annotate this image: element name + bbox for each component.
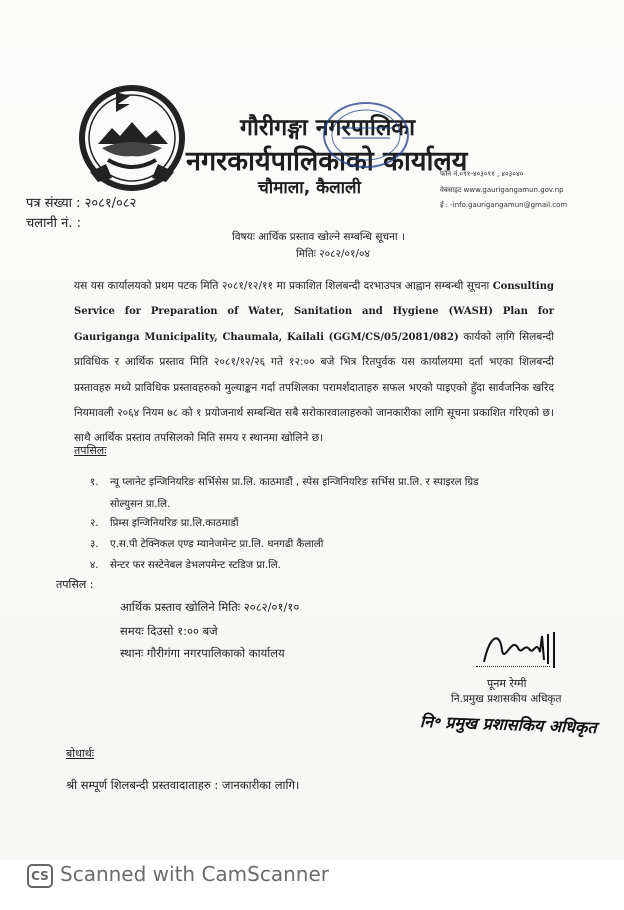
letter-number: पत्र संख्या : २०८१/०८२	[26, 196, 137, 211]
project-name: Consulting Service for Preparation of Water, Sanitation and Hygiene (WASH) Plan for Gauriganga Municipality, Chaumala, Kailali (GGM/CS/05/2081/082)	[74, 281, 554, 343]
round-stamp-icon	[318, 98, 414, 172]
body-text-part2: कार्यको लागि सिलबन्दी प्राविधिक र आर्थिक प्रस्ताव मिति २०८१/१२/२६ गते १२:०० बजे भित्र रितपुर्वक यस कार्यालयमा दर्ता भएका शिलबन्दी प्रस्तावहरु मध्ये प्राविधिक प्रस्तावहरुको मुल्याङ्कन गर्दा तपशिलका परामर्शदाताहरु सफल भएको पाइएको हुँदा सार्वजनिक खरिद नियमावली २०६४ नियम ७८ को १ प्रयोजनार्थ सम्बन्धित सबै सरोकारवालाहरुको जानकारीका लागि सूचना प्रकाशित गरिएको छ। साथै आर्थिक प्रस्ताव तपसिलको मिति समय र स्थानमा खोलिने छ।	[74, 330, 554, 445]
scanner-watermark: Scanned with CamScanner	[60, 862, 329, 886]
bodhartha-label: बोधार्थः	[66, 747, 94, 760]
list-item-text: प्रिम्स इन्जिनियरिङ प्रा.लि.काठमाडौं	[110, 518, 239, 529]
contact-website: वेबसाइट www.gaurigangamun.gov.np	[440, 186, 564, 194]
list-item-number: १.	[90, 477, 99, 488]
contact-email: ई : -info.gaurigangamun@gmail.com	[440, 201, 568, 209]
list-item-number: ४.	[90, 560, 99, 571]
opening-date: आर्थिक प्रस्ताव खोलिने मितिः २०८२/०१/१०	[120, 600, 300, 614]
contact-phone: फोन नं.०९१-४०३०९१ , ४०३०४०	[440, 170, 524, 178]
municipality-emblem-icon	[76, 82, 188, 194]
notice-date: मितिः २०८२/०१/०४	[296, 248, 370, 260]
list-item-text: न्यू प्लानेट इन्जिनियरिङ सर्भिसेस प्रा.लि. काठमाडौं , स्पेस इन्जिनियरिङ सर्भिस प्रा.लि. र स्पाइरल ग्रिड	[110, 477, 479, 488]
list-item-text: ए.स.पी टेक्निकल एण्ड म्यानेजमेन्ट प्रा.लि. धनगढी कैलाली	[110, 539, 324, 550]
recipient-line: श्री सम्पूर्ण शिलबन्दी प्रस्तवादाताहरु : जानकारीका लागि।	[66, 778, 300, 792]
signatory-name: पूनम रेग्मी	[487, 677, 527, 690]
opening-time: समयः दिउसो १:०० बजे	[120, 624, 218, 638]
signature-line	[476, 666, 550, 667]
body-text-part1: यस यस कार्यालयको प्रथम पटक मिति २०८१/१२/११ मा प्रकाशित शिलबन्दी दरभाउपत्र आह्वान सम्बन्धी सूचना	[74, 280, 493, 292]
opening-venue: स्थानः गौरीगंगा नगरपालिकाको कार्यालय	[120, 646, 285, 660]
list-item-number: २.	[90, 518, 99, 529]
office-name: गौरीगङ्गा नगरपालिका	[240, 115, 416, 141]
office-address: चौमाला, कैलाली	[258, 178, 361, 198]
schedule-heading: तपसिल :	[56, 578, 94, 591]
list-item-text: सेन्टर फर सस्टेनेबल डेभलपमेन्ट स्टडिज प्रा.लि.	[110, 560, 281, 571]
office-title: नगरकार्यपालिकाको कार्यालय	[186, 146, 468, 177]
subject-line: विषयः आर्थिक प्रस्ताव खोल्ने सम्बन्धि सूचना ।	[232, 231, 405, 243]
list-item-text-continued: सोल्युसन प्रा.लि.	[110, 499, 171, 510]
position-stamp: नि॰ प्रमुख प्रशासकिय अधिकृत	[419, 711, 597, 738]
signatory-position: नि.प्रमुख प्रशासकीय अधिकृत	[451, 693, 562, 705]
dispatch-number: चलानी नं. :	[26, 216, 82, 231]
notice-body	[74, 274, 554, 452]
list-item-number: ३.	[90, 539, 99, 550]
list-heading: तपसिलः	[74, 444, 107, 457]
camscanner-logo-icon: CS	[27, 864, 53, 888]
